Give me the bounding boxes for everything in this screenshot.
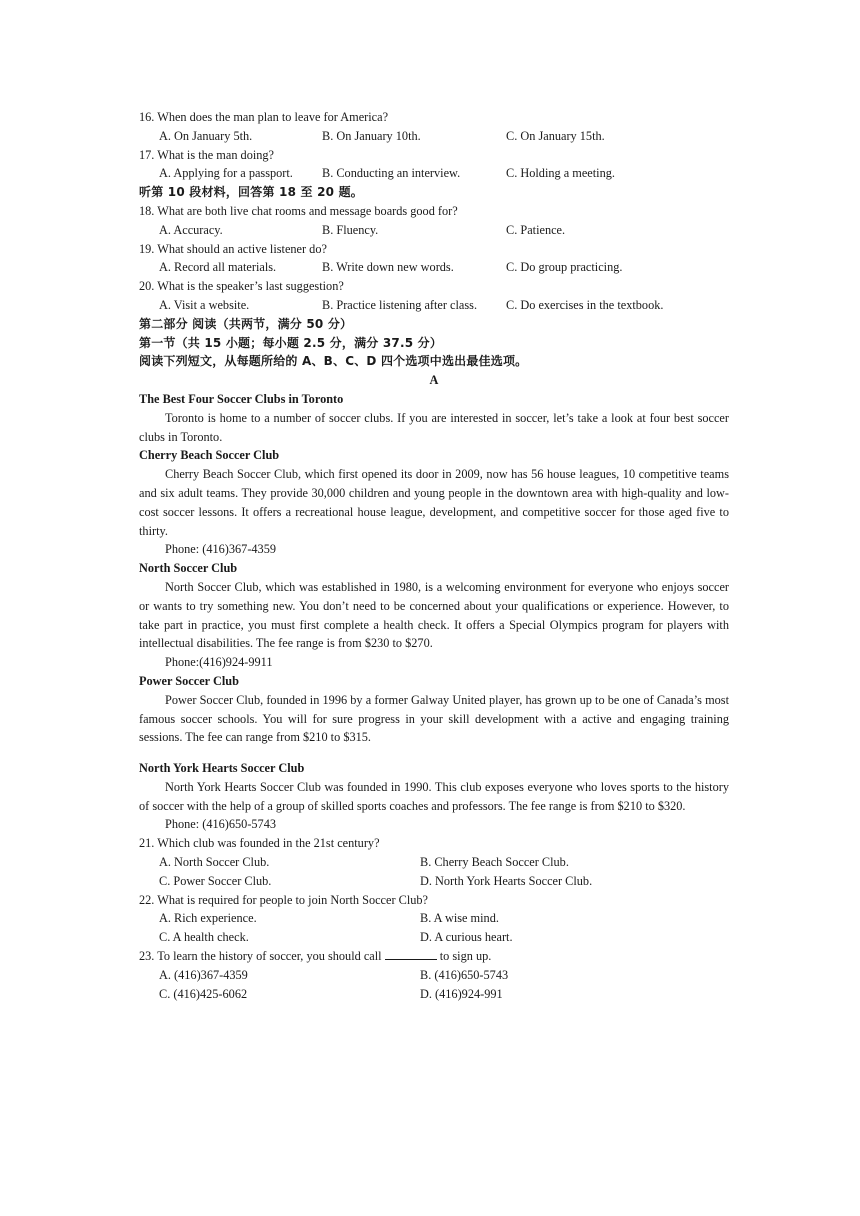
options-18: [139, 221, 729, 240]
section-10-heading: 听第 10 段材料，回答第 18 至 20 题。: [139, 185, 363, 200]
part-2-heading: 第二部分 阅读（共两节，满分 50 分）: [139, 316, 353, 331]
options-23-cd: [139, 985, 729, 1004]
option-c: C. Do exercises in the textbook.: [506, 297, 664, 312]
club-phone: Phone: (416)650-5743: [165, 817, 277, 832]
question-23: 23. To learn the history of soccer, you should call to sign up.: [139, 949, 492, 964]
club-name: North York Hearts Soccer Club: [139, 761, 305, 776]
passage-letter: A: [429, 373, 439, 388]
option-a: A. (416)367-4359: [159, 967, 248, 982]
exam-page: [139, 108, 729, 1003]
option-c: C. Holding a meeting.: [506, 166, 615, 181]
option-c: C. Patience.: [506, 222, 566, 237]
options-20: [139, 296, 729, 315]
option-d: D. North York Hearts Soccer Club.: [420, 873, 593, 888]
question-20: 20. What is the speaker’s last suggestion?: [139, 279, 344, 294]
option-d: D. (416)924-991: [420, 986, 503, 1001]
question-19: 19. What should an active listener do?: [139, 241, 327, 256]
option-a: A. On January 5th.: [159, 128, 253, 143]
option-b: B. Fluency.: [322, 222, 379, 237]
passage-title: The Best Four Soccer Clubs in Toronto: [139, 391, 344, 406]
options-23-ab: [139, 966, 729, 985]
club-name: North Soccer Club: [139, 561, 238, 576]
options-21-ab: [139, 853, 729, 872]
question-16: 16. When does the man plan to leave for America?: [139, 110, 389, 124]
option-c: C. (416)425-6062: [159, 986, 248, 1001]
option-a: A. Visit a website.: [159, 297, 250, 312]
option-c: C. Power Soccer Club.: [159, 873, 272, 888]
question-17: 17. What is the man doing?: [139, 147, 275, 162]
club-name: Cherry Beach Soccer Club: [139, 448, 280, 463]
question-21: 21. Which club was founded in the 21st century?: [139, 836, 380, 851]
club-phone: Phone: (416)367-4359: [165, 542, 277, 557]
passage-intro: Toronto is home to a number of soccer clubs. If you are interested in soccer, let’s take a look at four best soccer clubs in Toronto.: [139, 410, 729, 444]
options-16: [139, 127, 729, 146]
options-19: [139, 258, 729, 277]
option-a: A. Applying for a passport.: [159, 166, 293, 181]
option-b: B. A wise mind.: [420, 911, 499, 926]
instructions: 阅读下列短文，从每题所给的 A、B、C、D 四个选项中选出最佳选项。: [139, 354, 528, 369]
options-17: [139, 164, 729, 183]
option-b: B. (416)650-5743: [420, 967, 509, 982]
option-b: B. Practice listening after class.: [322, 297, 478, 312]
option-a: A. Rich experience.: [159, 911, 257, 926]
club-phone: Phone:(416)924-9911: [165, 655, 273, 670]
option-c: C. Do group practicing.: [506, 260, 623, 275]
options-22-cd: [139, 928, 729, 947]
option-a: A. North Soccer Club.: [159, 855, 270, 870]
option-a: A. Accuracy.: [159, 222, 223, 237]
question-22: 22. What is required for people to join North Soccer Club?: [139, 892, 429, 907]
option-d: D. A curious heart.: [420, 930, 513, 945]
option-b: B. Conducting an interview.: [322, 166, 461, 181]
option-c: C. A health check.: [159, 930, 249, 945]
answer-blank: [385, 948, 437, 960]
club-description: Cherry Beach Soccer Club, which first opened its door in 2009, now has 56 house leagues, 10 competitive teams and six adult teams. They provide 30,000 children and young people in the downtown area with high-quality and low-cost soccer lessons. It offers a recreational house league, development, and competitive soccer for those aged five to thirty.: [139, 467, 729, 538]
option-b: B. Cherry Beach Soccer Club.: [420, 855, 569, 870]
club-description: North York Hearts Soccer Club was founded in 1990. This club exposes everyone who loves sports to the history of soccer with the help of a group of skilled sports coaches and professors. The fee range is from $210 to $320.: [139, 779, 729, 813]
options-21-cd: [139, 872, 729, 891]
option-a: A. Record all materials.: [159, 260, 277, 275]
option-b: B. Write down new words.: [322, 260, 454, 275]
section-1-heading: 第一节（共 15 小题；每小题 2.5 分，满分 37.5 分）: [139, 335, 443, 350]
options-22-ab: [139, 909, 729, 928]
club-description: North Soccer Club, which was established in 1980, is a welcoming environment for everyone who enjoys soccer or wants to try something new. You don’t need to be concerned about your qualifications or experience. However, to take part in practice, you must first complete a health check. It offers a Special Olympics program for players with intellectual disabilities. The fee range is from $230 to $270.: [139, 579, 729, 651]
option-c: C. On January 15th.: [506, 128, 605, 143]
club-name: Power Soccer Club: [139, 673, 239, 688]
option-b: B. On January 10th.: [322, 128, 421, 143]
question-18: 18. What are both live chat rooms and message boards good for?: [139, 203, 458, 218]
club-description: Power Soccer Club, founded in 1996 by a former Galway United player, has grown up to be one of Canada’s most famous soccer schools. You will for sure progress in your skill development with a active and engaging training sessions. The fee can range from $210 to $315.: [139, 692, 729, 745]
